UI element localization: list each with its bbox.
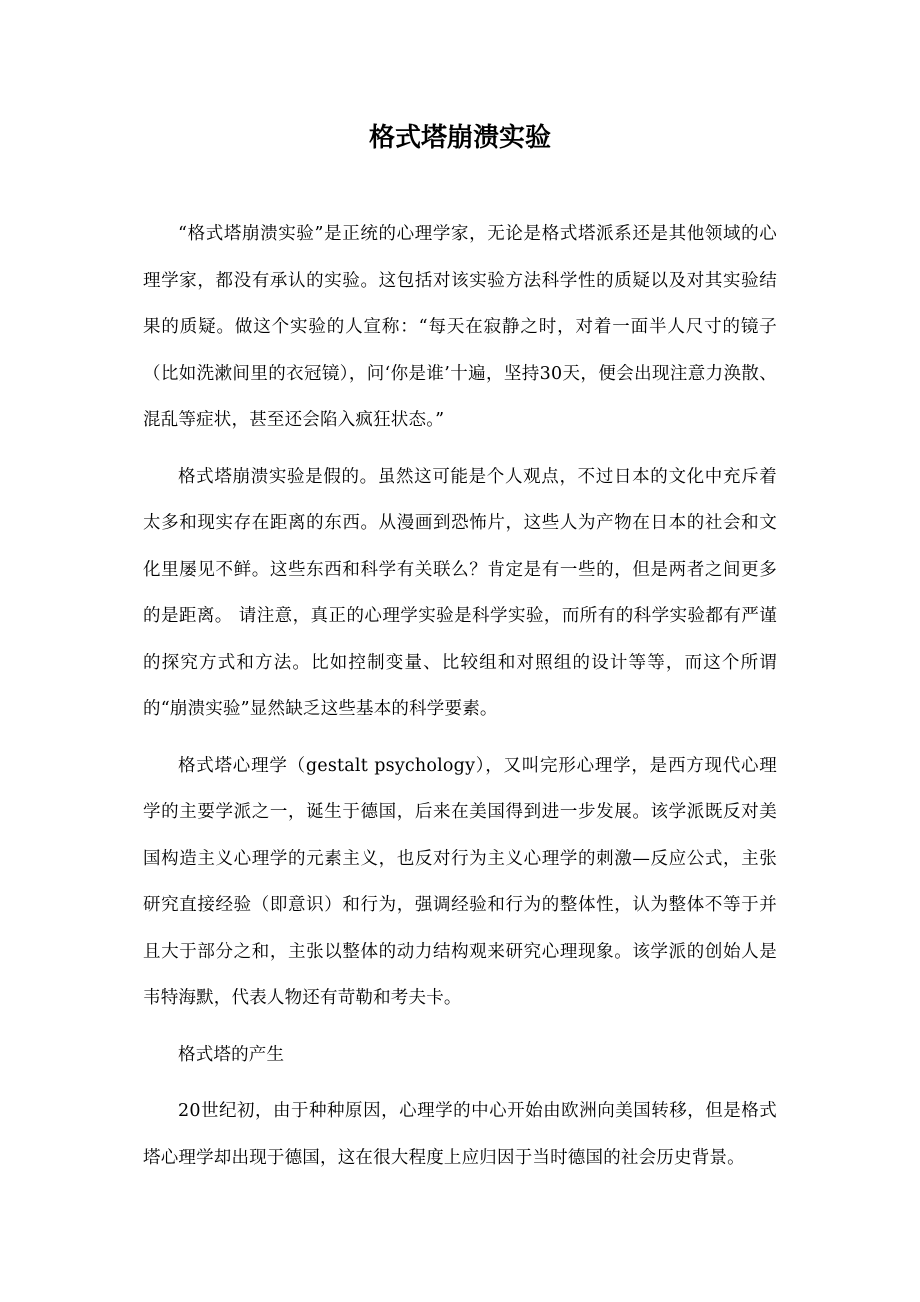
paragraph-gestalt-definition: 格式塔心理学（gestalt psychology），又叫完形心理学，是西方现代心理学的主要学派之一，诞生于德国，后来在美国得到进一步发展。该学派既反对美国构造主义心理学的元素主义，也反对行为主义心理学的刺激—反应公式，主张研究直接经验（即意识）和行为，强调经验和行为的整体性，认为整体不等于并且大于部分之和，主张以整体的动力结构观来研究心理现象。该学派的创始人是韦特海默，代表人物还有苛勒和考夫卡。: [143, 755, 777, 1008]
section-heading-origin: 格式塔的产生: [178, 1044, 285, 1065]
paragraph-opinion: 格式塔崩溃实验是假的。虽然这可能是个人观点，不过日本的文化中充斥着太多和现实存在距离的东西。从漫画到恐怖片，这些人为产物在日本的社会和文化里屡见不鲜。这些东西和科学有关联么？肯定是有一些的，但是两者之间更多的是距离。 请注意，真正的心理学实验是科学实验，而所有的科学实验都有严谨的探究方式和方法。比如控制变量、比较组和对照组的设计等等，而这个所谓的“崩溃实验”显然缺乏这些基本的科学要素。: [143, 466, 777, 719]
document-body: [143, 211, 777, 1191]
paragraph-origin: 20世纪初，由于种种原因，心理学的中心开始由欧洲向美国转移，但是格式塔心理学却出现于德国，这在很大程度上应归因于当时德国的社会历史背景。: [143, 1101, 777, 1168]
paragraph-intro: “格式塔崩溃实验”是正统的心理学家，无论是格式塔派系还是其他领域的心理学家，都没有承认的实验。这包括对该实验方法科学性的质疑以及对其实验结果的质疑。做这个实验的人宣称：“每天在寂静之时，对着一面半人尺寸的镜子（比如洗漱间里的衣冠镜），问‘你是谁’十遍，坚持30天，便会出现注意力涣散、混乱等症状，甚至还会陷入疯狂状态。”: [143, 224, 777, 430]
document-title: 格式塔崩溃实验: [368, 123, 551, 153]
